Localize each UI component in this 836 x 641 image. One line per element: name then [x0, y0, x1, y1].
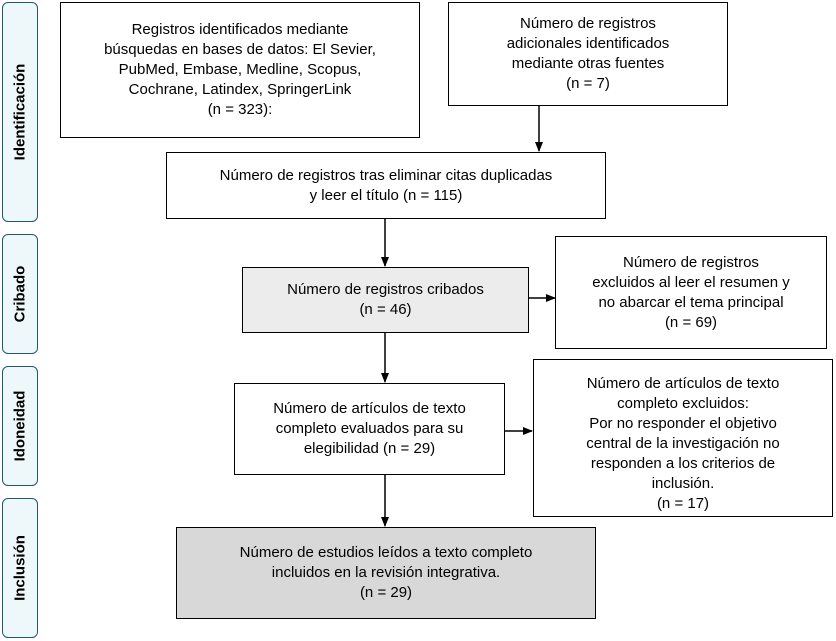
after-duplicates-line-2: y leer el título (n = 115)	[309, 186, 463, 204]
phase-identificacion-label: Identificación	[11, 63, 29, 161]
other-sources-line-4: (n = 7)	[566, 75, 610, 92]
fulltext-excluded-line-3: Por no responder el objetivo	[589, 415, 777, 432]
phase-idoneidad-label: Idoneidad	[11, 390, 29, 462]
databases-line-3: PubMed, Embase, Medline, Scopus,	[118, 61, 362, 78]
box-after-duplicates	[166, 152, 606, 219]
excluded-abstract-line-3: no abarcar el tema principal	[598, 293, 784, 311]
fulltext-excluded-line-6: inclusión.	[651, 475, 715, 492]
fulltext-excluded-line-4: central de la investigación no	[586, 435, 780, 452]
databases-line-2: búsquedas en bases de datos: El Sevier,	[104, 41, 376, 58]
excluded-abstract-line-1: Número de registros	[623, 253, 759, 271]
databases-line-1: Registros identificados mediante	[131, 21, 349, 38]
other-sources-line-2: adicionales identificados	[506, 35, 670, 52]
fulltext-excluded-line-7: (n = 17)	[656, 495, 710, 512]
phase-inclusion-label: Inclusión	[11, 535, 29, 601]
box-other-sources	[448, 2, 728, 106]
databases-line-5: (n = 323):	[207, 101, 273, 118]
databases-line-4: Cochrane, Latindex, SpringerLink	[128, 81, 352, 98]
after-duplicates-line-1: Número de registros tras eliminar citas duplicadas	[219, 166, 553, 184]
box-databases	[60, 2, 420, 138]
screened-line-2: (n = 46)	[359, 301, 412, 318]
fulltext-assessed-line-3: elegibilidad (n = 29)	[303, 440, 436, 457]
other-sources-line-1: Número de registros	[520, 15, 656, 32]
box-screened	[242, 267, 529, 333]
box-excluded-abstract	[555, 236, 827, 349]
box-fulltext-excluded	[533, 359, 833, 517]
box-included	[176, 527, 596, 619]
box-fulltext-assessed	[234, 383, 505, 475]
phase-cribado-label: Cribado	[11, 265, 29, 323]
fulltext-excluded-line-1: Número de artículos de texto	[586, 375, 780, 392]
fulltext-excluded-line-5: responden a los criterios de	[590, 455, 776, 472]
included-line-2: incluidos en la revisión integrativa.	[271, 564, 501, 581]
other-sources-line-3: mediante otras fuentes	[511, 55, 665, 72]
fulltext-excluded-line-2: completo excluidos:	[617, 395, 749, 412]
excluded-abstract-line-4: (n = 69)	[664, 313, 718, 331]
included-line-3: (n = 29)	[359, 584, 413, 601]
included-line-1: Número de estudios leídos a texto completo	[239, 544, 533, 561]
fulltext-assessed-line-1: Número de artículos de texto	[273, 400, 466, 417]
fulltext-assessed-line-2: completo evaluados para su	[275, 420, 464, 437]
screened-line-1: Número de registros cribados	[287, 281, 484, 298]
excluded-abstract-line-2: excluidos al leer el resumen y	[592, 273, 790, 291]
